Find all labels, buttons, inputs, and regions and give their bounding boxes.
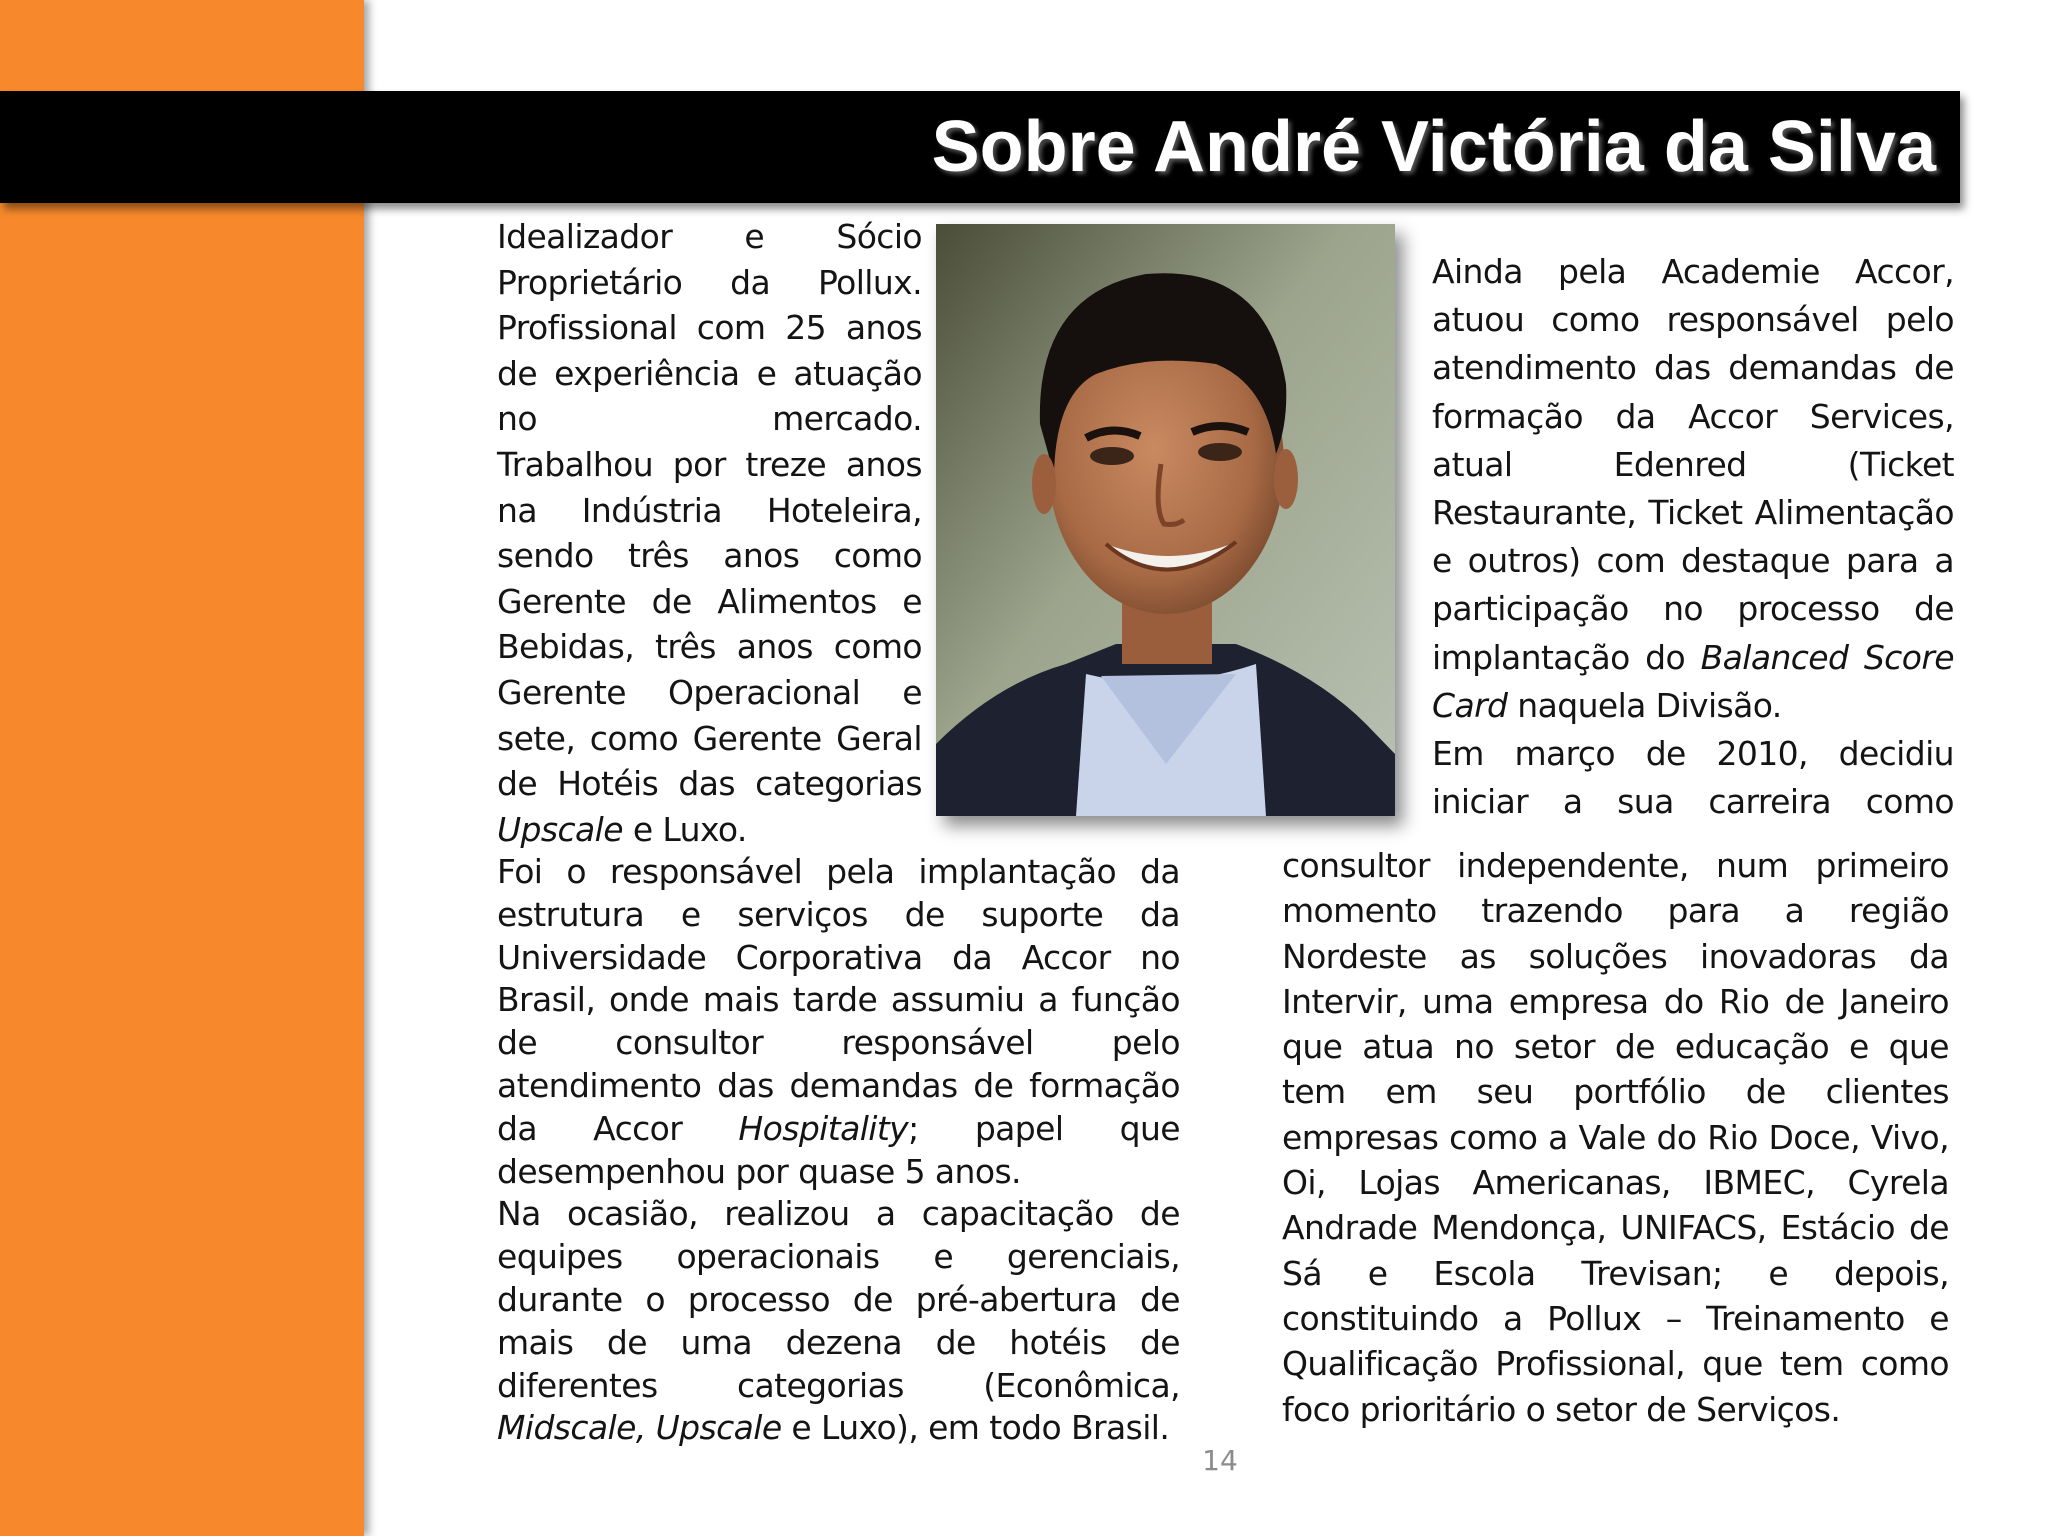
university-end: ; papel que desempenhou por quase 5 anos. xyxy=(497,1108,1180,1191)
title-bar xyxy=(0,91,1960,203)
training-end: e Luxo), em todo Brasil. xyxy=(791,1408,1170,1448)
hotel-career-end: e Luxo. xyxy=(632,809,747,849)
orange-side-bar xyxy=(0,0,364,1536)
left-column-top xyxy=(497,214,922,852)
academie-paragraph xyxy=(1432,248,1954,730)
page-number: 14 xyxy=(1202,1444,1238,1477)
balanced-score-card-term: Balanced Score Card xyxy=(1432,637,1954,725)
left-column-bottom xyxy=(497,851,1180,1450)
university-text: Foi o responsável pela implantação da estrutura e serviços de suporte da Universidade Corporativa da Accor no Brasil, onde mais tarde assumiu a função de consultor responsável pelo atendimento das demandas de formação da Accor xyxy=(497,852,1180,1148)
academie-end: naquela Divisão. xyxy=(1517,685,1782,725)
university-paragraph xyxy=(497,851,1180,1193)
hotel-career-text: Trabalhou por treze anos na Indústria Hoteleira, sendo três anos como Gerente de Alimentos e Bebidas, três anos como Gerente Operacional e sete, como Gerente Geral de Hotéis das categorias xyxy=(497,444,922,804)
experience-paragraph: Profissional com 25 anos de experiência e atuação no mercado. xyxy=(497,308,922,439)
right-column-top xyxy=(1432,248,1954,826)
training-text: Na ocasião, realizou a capacitação de equipes operacionais e gerenciais, durante o processo de pré-abertura de mais de uma dezena de hotéis de diferentes categorias (Econômica, xyxy=(497,1194,1180,1405)
right-column-bottom xyxy=(1282,843,1949,1432)
training-paragraph xyxy=(497,1193,1180,1450)
midscale-upscale-term: Midscale, Upscale xyxy=(497,1408,782,1448)
consultant-paragraph: consultor independente, num primeiro momento trazendo para a região Nordeste as soluções inovadoras da Intervir, uma empresa do Rio de Janeiro que atua no setor de educação e que tem em seu portfólio de clientes empresas como a Vale do Rio Doce, Vivo, Oi, Lojas Americanas, IBMEC, Cyrela Andrade Mendonça, UNIFACS, Estácio de Sá e Escola Trevisan; e depois, constituindo a Pollux – Treinamento e Qualificação Profissional, que tem como foco prioritário o setor de Serviços. xyxy=(1282,846,1949,1429)
intro-paragraph: Idealizador e Sócio Proprietário da Pollux. xyxy=(497,217,922,302)
upscale-term: Upscale xyxy=(497,809,623,849)
academie-text: Ainda pela Academie Accor, atuou como responsável pelo atendimento das demandas de formação da Accor Services, atual Edenred (Ticket Restaurante, Ticket Alimentação e outros) com destaque para a participação no processo de implantação do xyxy=(1432,252,1954,677)
hotel-career-paragraph xyxy=(497,442,922,852)
portrait-photo xyxy=(936,224,1395,816)
slide-title: Sobre André Victória da Silva xyxy=(931,107,1936,187)
hospitality-term: Hospitality xyxy=(738,1108,909,1148)
consultant-start-paragraph: Em março de 2010, decidiu iniciar a sua carreira como xyxy=(1432,734,1954,822)
